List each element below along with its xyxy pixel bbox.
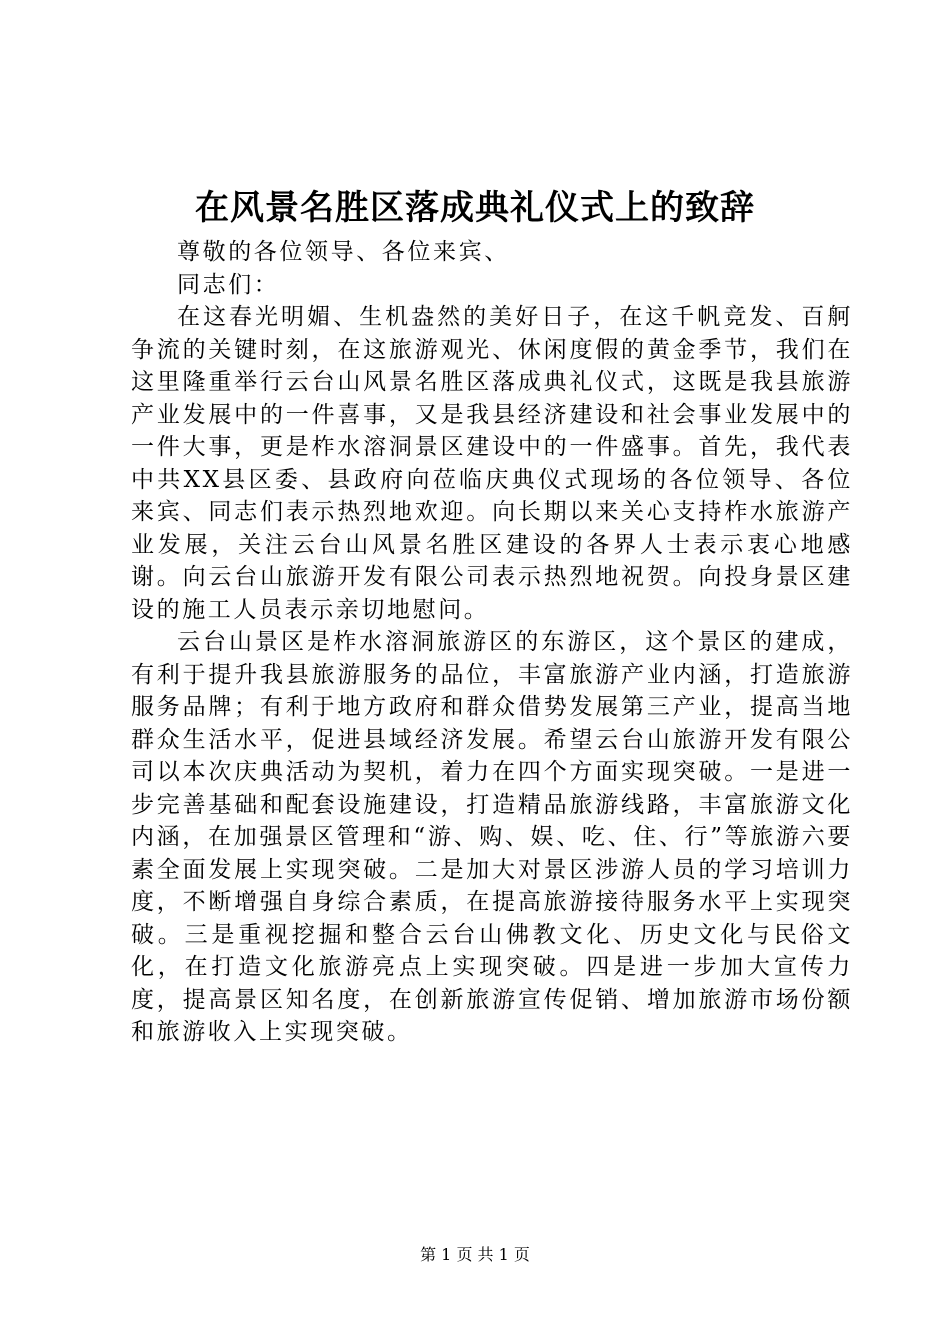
body-paragraph: 云台山景区是柞水溶洞旅游区的东游区，这个景区的建成，有利于提升我县旅游服务的品位，丰富旅游产业内涵，打造旅游服务品牌；有利于地方政府和群众借势发展第三产业，提高当地群众生活水平，促进县域经济发展。希望云台山旅游开发有限公司以本次庆典活动为契机，着力在四个方面实现突破。一是进一步完善基础和配套设施建设，打造精品旅游线路，丰富旅游文化内涵，在加强景区管理和“游、购、娱、吃、住、行”等旅游六要素全面发展上实现突破。二是加大对景区涉游人员的学习培训力度，不断增强自身综合素质，在提高旅游接待服务水平上实现突破。三是重视挖掘和整合云台山佛教文化、历史文化与民俗文化，在打造文化旅游亮点上实现突破。四是进一步加大宣传力度，提高景区知名度，在创新旅游宣传促销、增加旅游市场份额和旅游收入上实现突破。 [131,629,853,1045]
document-title: 在风景名胜区落成典礼仪式上的致辞 [195,188,755,228]
salutation-line: 同志们： [177,271,280,298]
page-footer: 第 1 页 共 1 页 [420,1245,530,1264]
document-body [131,236,853,1049]
body-paragraph: 在这春光明媚、生机盎然的美好日子，在这千帆竞发、百舸争流的关键时刻，在这旅游观光、休闲度假的黄金季节，我们在这里隆重举行云台山风景名胜区落成典礼仪式，这既是我县旅游产业发展中的一件喜事，又是我县经济建设和社会事业发展中的一件大事，更是柞水溶洞景区建设中的一件盛事。首先，我代表中共XX县区委、县政府向莅临庆典仪式现场的各位领导、各位来宾、同志们表示热烈地欢迎。向长期以来关心支持柞水旅游产业发展，关注云台山风景名胜区建设的各界人士表示衷心地感谢。向云台山旅游开发有限公司表示热烈地祝贺。向投身景区建设的施工人员表示亲切地慰问。 [131,304,853,623]
salutation-line: 尊敬的各位领导、各位来宾、 [177,239,510,265]
